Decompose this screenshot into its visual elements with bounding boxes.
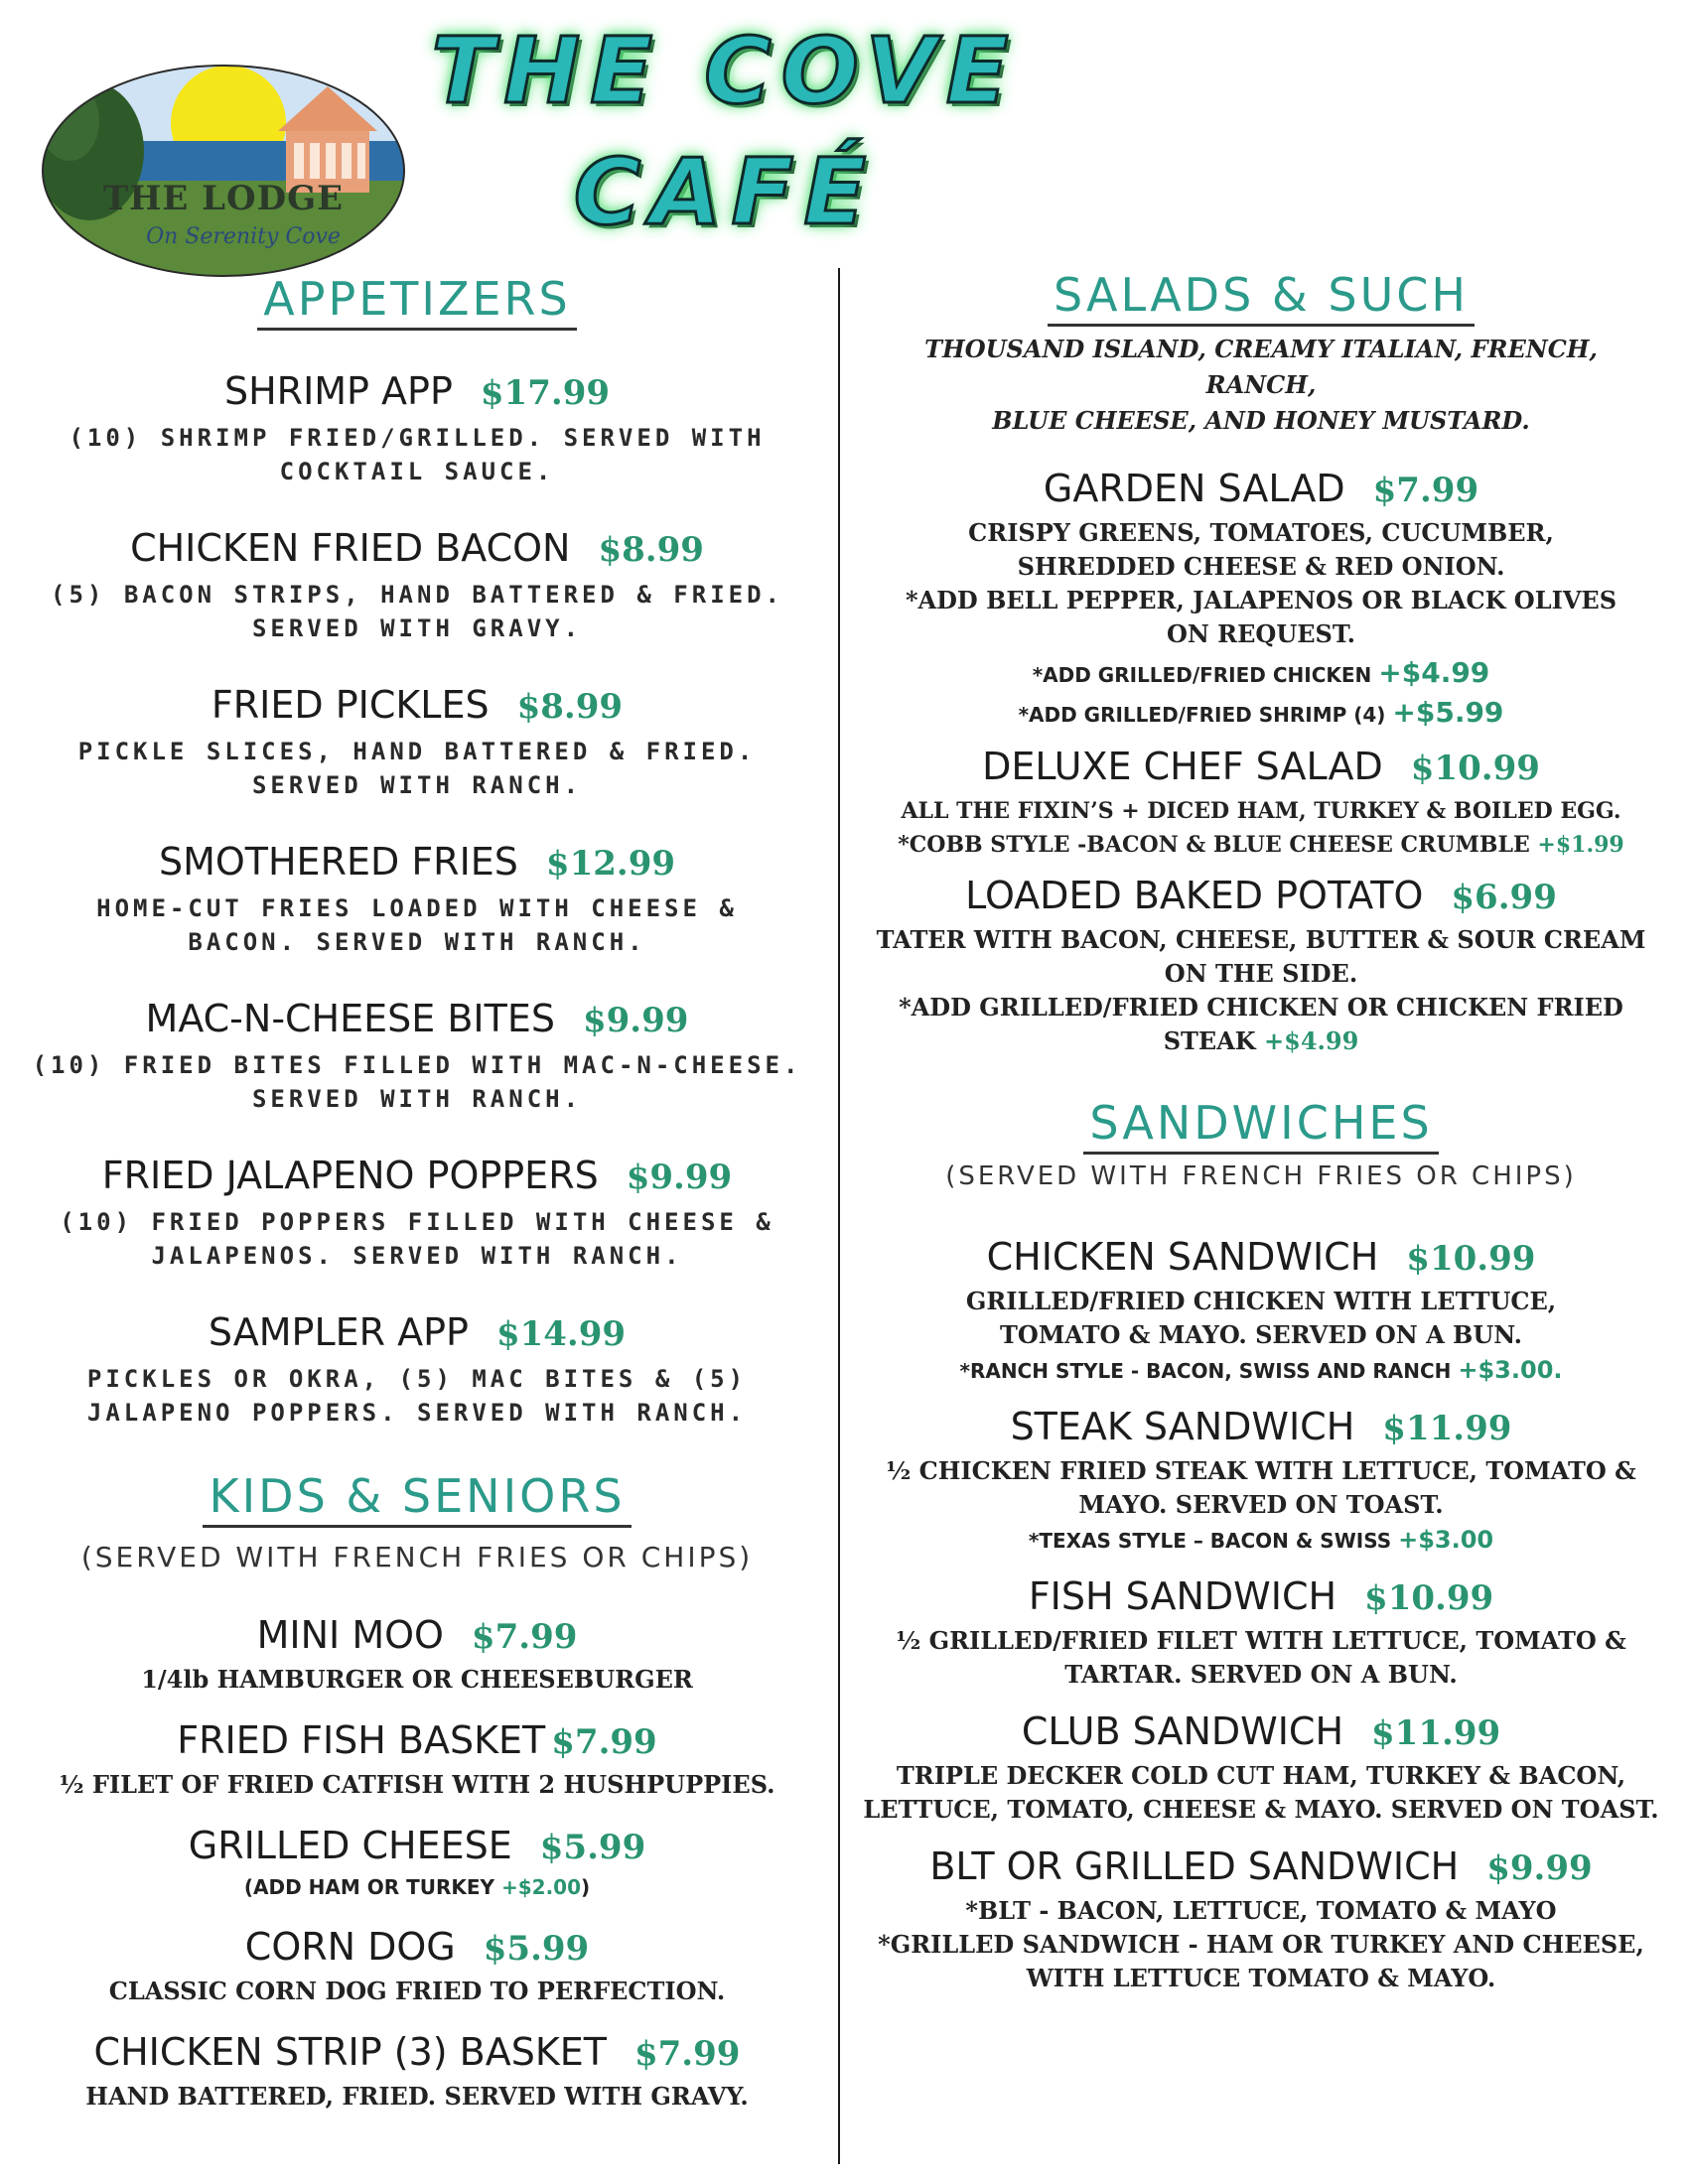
item-name: LOADED BAKED POTATO (965, 874, 1424, 917)
item-desc (854, 1024, 1668, 1058)
item-name: BLT OR GRILLED SANDWICH (929, 1844, 1460, 1888)
item-name: STEAK SANDWICH (1010, 1405, 1355, 1448)
item-name: SAMPLER APP (208, 1310, 469, 1354)
item-desc: ON REQUEST. (1166, 619, 1356, 648)
addon-close: ) (581, 1875, 591, 1899)
addon-text: *ADD GRILLED/FRIED CHICKEN (1032, 663, 1372, 687)
item-price: $5.99 (483, 1929, 590, 1969)
item-desc: BACON. SERVED WITH RANCH. (188, 928, 646, 956)
item-name: SMOTHERED FRIES (158, 840, 518, 884)
item-price: $9.99 (1486, 1848, 1593, 1888)
item-desc (20, 1871, 814, 1903)
item-desc: *GRILLED SANDWICH - HAM OR TURKEY AND CHEESE, (878, 1930, 1644, 1959)
item-price: $6.99 (1451, 878, 1557, 917)
addon-text: (ADD HAM OR TURKEY (243, 1875, 495, 1899)
kids-subheading: (SERVED WITH FRENCH FRIES OR CHIPS) (80, 1541, 754, 1573)
item-price: $8.99 (598, 530, 704, 570)
cafe-title-line2: CAFÉ (573, 139, 877, 245)
right-column (854, 268, 1668, 1995)
item-addon (854, 657, 1668, 691)
item-desc: SERVED WITH RANCH. (251, 1085, 583, 1113)
lodge-logo (40, 62, 407, 280)
addon-text: *ADD GRILLED/FRIED SHRIMP (4) (1018, 703, 1386, 727)
addon-price: +$3.00. (1458, 1356, 1563, 1384)
item-desc: *ADD BELL PEPPER, JALAPENOS OR BLACK OLIVES (905, 586, 1618, 614)
item-desc: HOME-CUT FRIES LOADED WITH CHEESE & (96, 894, 738, 922)
item-desc: TARTAR. SERVED ON A BUN. (1064, 1660, 1458, 1689)
menu-item (20, 683, 814, 802)
item-desc: *BLT - BACON, LETTUCE, TOMATO & MAYO (965, 1896, 1557, 1925)
item-desc: *ADD GRILLED/FRIED CHICKEN OR CHICKEN FRIED (899, 993, 1623, 1022)
menu-item (20, 1925, 814, 2008)
addon-price: +$3.00 (1398, 1526, 1494, 1554)
item-price: $9.99 (582, 1001, 689, 1040)
item-price: $14.99 (495, 1314, 627, 1354)
menu-item (20, 1310, 814, 1430)
menu-item (20, 1613, 814, 1697)
logo-name: THE LODGE (102, 179, 345, 218)
item-desc: MAYO. SERVED ON TOAST. (1078, 1490, 1444, 1519)
dressings-line: THOUSAND ISLAND, CREAMY ITALIAN, FRENCH, RANCH, (924, 335, 1598, 399)
item-desc: (5) BACON STRIPS, HAND BATTERED & FRIED. (51, 581, 783, 609)
item-desc: CLASSIC CORN DOG FRIED TO PERFECTION. (108, 1977, 726, 2005)
cafe-title-line1: THE COVE (431, 18, 1019, 124)
menu-item (20, 369, 814, 488)
item-desc: (10) SHRIMP FRIED/GRILLED. SERVED WITH (69, 424, 766, 452)
item-name: CHICKEN FRIED BACON (130, 526, 571, 570)
item-desc: ALL THE FIXIN’S + DICED HAM, TURKEY & BOILED EGG. (901, 798, 1621, 824)
item-desc: 1/4lb HAMBURGER OR CHEESEBURGER (141, 1665, 693, 1694)
menu-item (20, 526, 814, 645)
sandwiches-heading (854, 1096, 1668, 1150)
item-price: $10.99 (1410, 749, 1540, 788)
kids-heading-text: KIDS & SENIORS (203, 1469, 631, 1528)
item-addon (854, 1524, 1668, 1557)
appetizers-heading (20, 272, 814, 326)
dressings-line: BLUE CHEESE, AND HONEY MUSTARD. (992, 406, 1530, 435)
addon-price: +$4.99 (1378, 656, 1490, 689)
item-desc: JALAPENO POPPERS. SERVED WITH RANCH. (86, 1399, 748, 1427)
item-name: MAC-N-CHEESE BITES (145, 997, 555, 1040)
item-price: $10.99 (1406, 1239, 1536, 1279)
item-desc (854, 828, 1668, 862)
item-name: FRIED JALAPENO POPPERS (101, 1154, 599, 1197)
item-addon (854, 1354, 1668, 1387)
item-desc: TATER WITH BACON, CHEESE, BUTTER & SOUR CREAM (876, 925, 1646, 954)
addon-text: *TEXAS STYLE – BACON & SWISS (1028, 1529, 1392, 1553)
item-desc: WITH LETTUCE TOMATO & MAYO. (1026, 1964, 1496, 1992)
dressings-list (854, 332, 1668, 439)
item-desc: SERVED WITH GRAVY. (251, 614, 583, 642)
item-desc: HAND BATTERED, FRIED. SERVED WITH GRAVY. (85, 2082, 749, 2111)
menu-item (20, 997, 814, 1116)
left-column (20, 268, 814, 2114)
item-name: CHICKEN SANDWICH (986, 1235, 1379, 1279)
menu-item (20, 2030, 814, 2114)
item-desc: COCKTAIL SAUCE. (279, 458, 555, 485)
addon-price: +$1.99 (1537, 832, 1624, 858)
appetizers-heading-text: APPETIZERS (257, 272, 576, 331)
item-desc: CRISPY GREENS, TOMATOES, CUCUMBER, (968, 518, 1554, 547)
menu-item (854, 1405, 1668, 1557)
addon-text: STEAK (1163, 1026, 1256, 1055)
item-name: CLUB SANDWICH (1021, 1709, 1344, 1753)
item-price: $12.99 (545, 844, 676, 884)
item-desc: LETTUCE, TOMATO, CHEESE & MAYO. SERVED ON TOAST. (863, 1795, 1659, 1824)
item-desc: TRIPLE DECKER COLD CUT HAM, TURKEY & BACON, (896, 1761, 1626, 1790)
item-desc: ½ GRILLED/FRIED FILET WITH LETTUCE, TOMATO & (896, 1626, 1626, 1655)
item-price: $7.99 (1372, 471, 1479, 510)
item-desc: (10) FRIED BITES FILLED WITH MAC-N-CHEESE. (32, 1051, 802, 1079)
menu-item (854, 874, 1668, 1058)
item-desc: ON THE SIDE. (1164, 959, 1358, 988)
item-addon (854, 697, 1668, 731)
menu-item (854, 745, 1668, 862)
menu-item (854, 1235, 1668, 1387)
addon-price: +$4.99 (1264, 1026, 1359, 1055)
item-name: CORN DOG (244, 1925, 456, 1969)
menu-item (20, 1154, 814, 1273)
item-name: CHICKEN STRIP (3) BASKET (93, 2030, 607, 2074)
addon-text: *COBB STYLE -BACON & BLUE CHEESE CRUMBLE (898, 832, 1530, 858)
item-desc: SHREDDED CHEESE & RED ONION. (1017, 552, 1505, 581)
item-desc: TOMATO & MAYO. SERVED ON A BUN. (999, 1320, 1523, 1349)
menu-item (20, 1824, 814, 1903)
item-desc: ½ CHICKEN FRIED STEAK WITH LETTUCE, TOMATO & (886, 1456, 1636, 1485)
item-name: GRILLED CHEESE (188, 1824, 512, 1867)
item-desc: ½ FILET OF FRIED CATFISH WITH 2 HUSHPUPPIES. (59, 1770, 775, 1799)
sandwiches-heading-text: SANDWICHES (1083, 1096, 1438, 1155)
item-price: $11.99 (1382, 1409, 1512, 1448)
salads-heading (854, 268, 1668, 322)
addon-text: *RANCH STYLE - BACON, SWISS AND RANCH (959, 1359, 1452, 1383)
item-desc: PICKLE SLICES, HAND BATTERED & FRIED. (77, 738, 757, 765)
item-name: GARDEN SALAD (1043, 467, 1345, 510)
addon-price: +$5.99 (1392, 696, 1504, 729)
kids-heading (20, 1469, 814, 1523)
item-desc: GRILLED/FRIED CHICKEN WITH LETTUCE, (965, 1287, 1557, 1315)
item-name: SHRIMP APP (223, 369, 453, 413)
item-price: $8.99 (516, 687, 624, 727)
sandwiches-subheading: (SERVED WITH FRENCH FRIES OR CHIPS) (945, 1161, 1577, 1191)
logo-tagline: On Serenity Cove (146, 224, 341, 249)
menu-item (854, 467, 1668, 731)
item-name: FISH SANDWICH (1028, 1574, 1337, 1618)
item-name: FRIED PICKLES (211, 683, 490, 727)
menu-item (20, 1718, 814, 1802)
item-price: $5.99 (539, 1828, 646, 1867)
item-price: $10.99 (1364, 1578, 1494, 1618)
menu-item (854, 1574, 1668, 1692)
addon-price: +$2.00 (500, 1875, 582, 1899)
item-price: $7.99 (633, 2034, 741, 2074)
menu-item (20, 840, 814, 959)
item-desc: JALAPENOS. SERVED WITH RANCH. (151, 1242, 683, 1270)
item-price: $17.99 (480, 373, 611, 413)
item-price: $7.99 (551, 1722, 657, 1762)
salads-heading-text: SALADS & SUCH (1048, 268, 1475, 327)
item-desc: PICKLES OR OKRA, (5) MAC BITES & (5) (86, 1365, 748, 1393)
item-price: $9.99 (626, 1158, 733, 1197)
item-name: MINI MOO (256, 1613, 444, 1657)
item-desc: SERVED WITH RANCH. (251, 771, 583, 799)
item-desc: (10) FRIED POPPERS FILLED WITH CHEESE & (60, 1208, 774, 1236)
item-name: FRIED FISH BASKET (177, 1718, 546, 1762)
menu-item (854, 1844, 1668, 1995)
item-price: $11.99 (1371, 1713, 1501, 1753)
item-name: DELUXE CHEF SALAD (982, 745, 1383, 788)
item-price: $7.99 (471, 1617, 578, 1657)
column-divider (838, 268, 840, 2164)
menu-item (854, 1709, 1668, 1827)
